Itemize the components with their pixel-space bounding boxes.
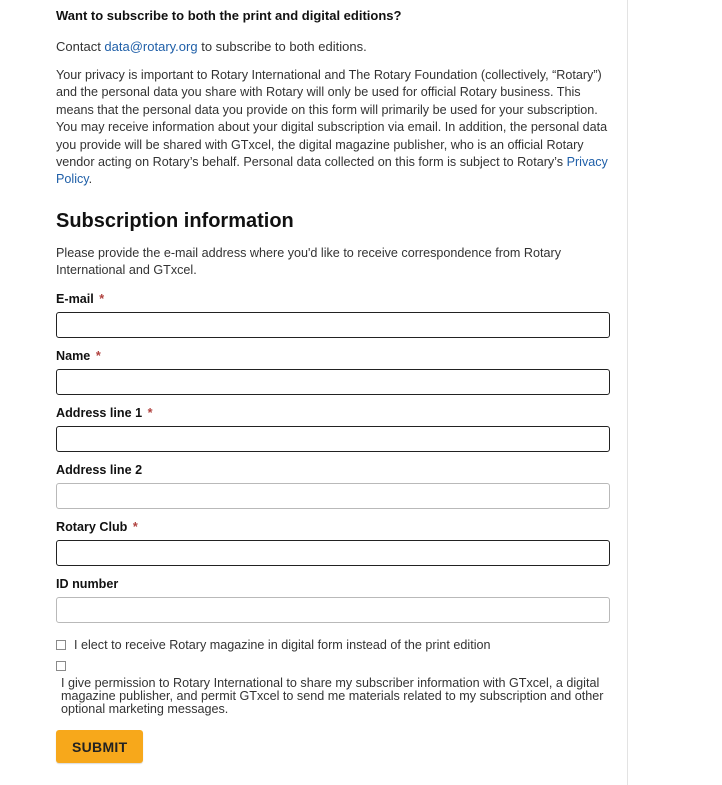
address2-field-group [56, 462, 612, 509]
contact-suffix: to subscribe to both editions. [197, 39, 367, 54]
email-field-group [56, 291, 612, 338]
privacy-notice [56, 67, 612, 189]
contact-email-link[interactable]: data@rotary.org [104, 39, 198, 54]
club-label-text: Rotary Club [56, 519, 128, 534]
required-marker: * [147, 405, 153, 420]
address1-input[interactable] [56, 426, 610, 452]
address1-field-group [56, 405, 612, 452]
club-label [56, 519, 612, 535]
intro-heading: Want to subscribe to both the print and digital editions? [56, 8, 402, 23]
contact-prefix: Contact [56, 39, 105, 54]
email-label [56, 291, 612, 307]
club-input[interactable] [56, 540, 610, 566]
email-label-text: E-mail [56, 291, 94, 306]
id-number-label: ID number [56, 576, 119, 591]
required-marker: * [95, 348, 101, 363]
email-input[interactable] [56, 312, 610, 338]
name-label-text: Name [56, 348, 91, 363]
name-field-group [56, 348, 612, 395]
club-field-group [56, 519, 612, 566]
privacy-policy-link[interactable]: Privacy Policy [56, 155, 608, 187]
digital-edition-checkbox[interactable] [56, 640, 66, 650]
subscription-form [56, 291, 612, 763]
name-input[interactable] [56, 369, 610, 395]
contact-line [56, 38, 612, 55]
permission-checkbox[interactable] [56, 661, 66, 671]
address1-label-text: Address line 1 [56, 405, 143, 420]
address2-input[interactable] [56, 483, 610, 509]
address1-label [56, 405, 612, 421]
privacy-text: Your privacy is important to Rotary International and The Rotary Foundation (collectively, “Rotary”) and the personal data you share with Rotary will only be used for official Rotary business. This means that the personal data you provide on this form will primarily be used for your subscription. You may receive information about your digital subscription via email. In addition, the personal data you provide will be shared with GTxcel, the digital magazine publisher, who is an official Rotary vendor acting on Rotary’s behalf. Personal data collected on this form is subject to Rotary’s [56, 68, 608, 170]
content-divider [627, 0, 628, 785]
required-marker: * [132, 519, 138, 534]
submit-button[interactable]: SUBMIT [56, 730, 143, 763]
privacy-end: . [88, 172, 93, 187]
digital-edition-option [56, 637, 612, 653]
id-number-input[interactable] [56, 597, 610, 623]
name-label [56, 348, 612, 364]
required-marker: * [99, 291, 105, 306]
id-number-field-group [56, 576, 612, 623]
digital-edition-label: I elect to receive Rotary magazine in digital form instead of the print edition [74, 637, 491, 652]
permission-label: I give permission to Rotary International to share my subscriber information with GTxcel, a digital magazine publisher, and permit GTxcel to send me materials related to my subscription and other optional marketing messages. [61, 675, 604, 716]
address2-label: Address line 2 [56, 462, 143, 477]
subscription-page [56, 0, 612, 763]
section-heading: Subscription information [56, 209, 294, 232]
form-instructions: Please provide the e-mail address where you'd like to receive correspondence from Rotary International and GTxcel. [56, 245, 562, 278]
permission-option [56, 661, 612, 716]
